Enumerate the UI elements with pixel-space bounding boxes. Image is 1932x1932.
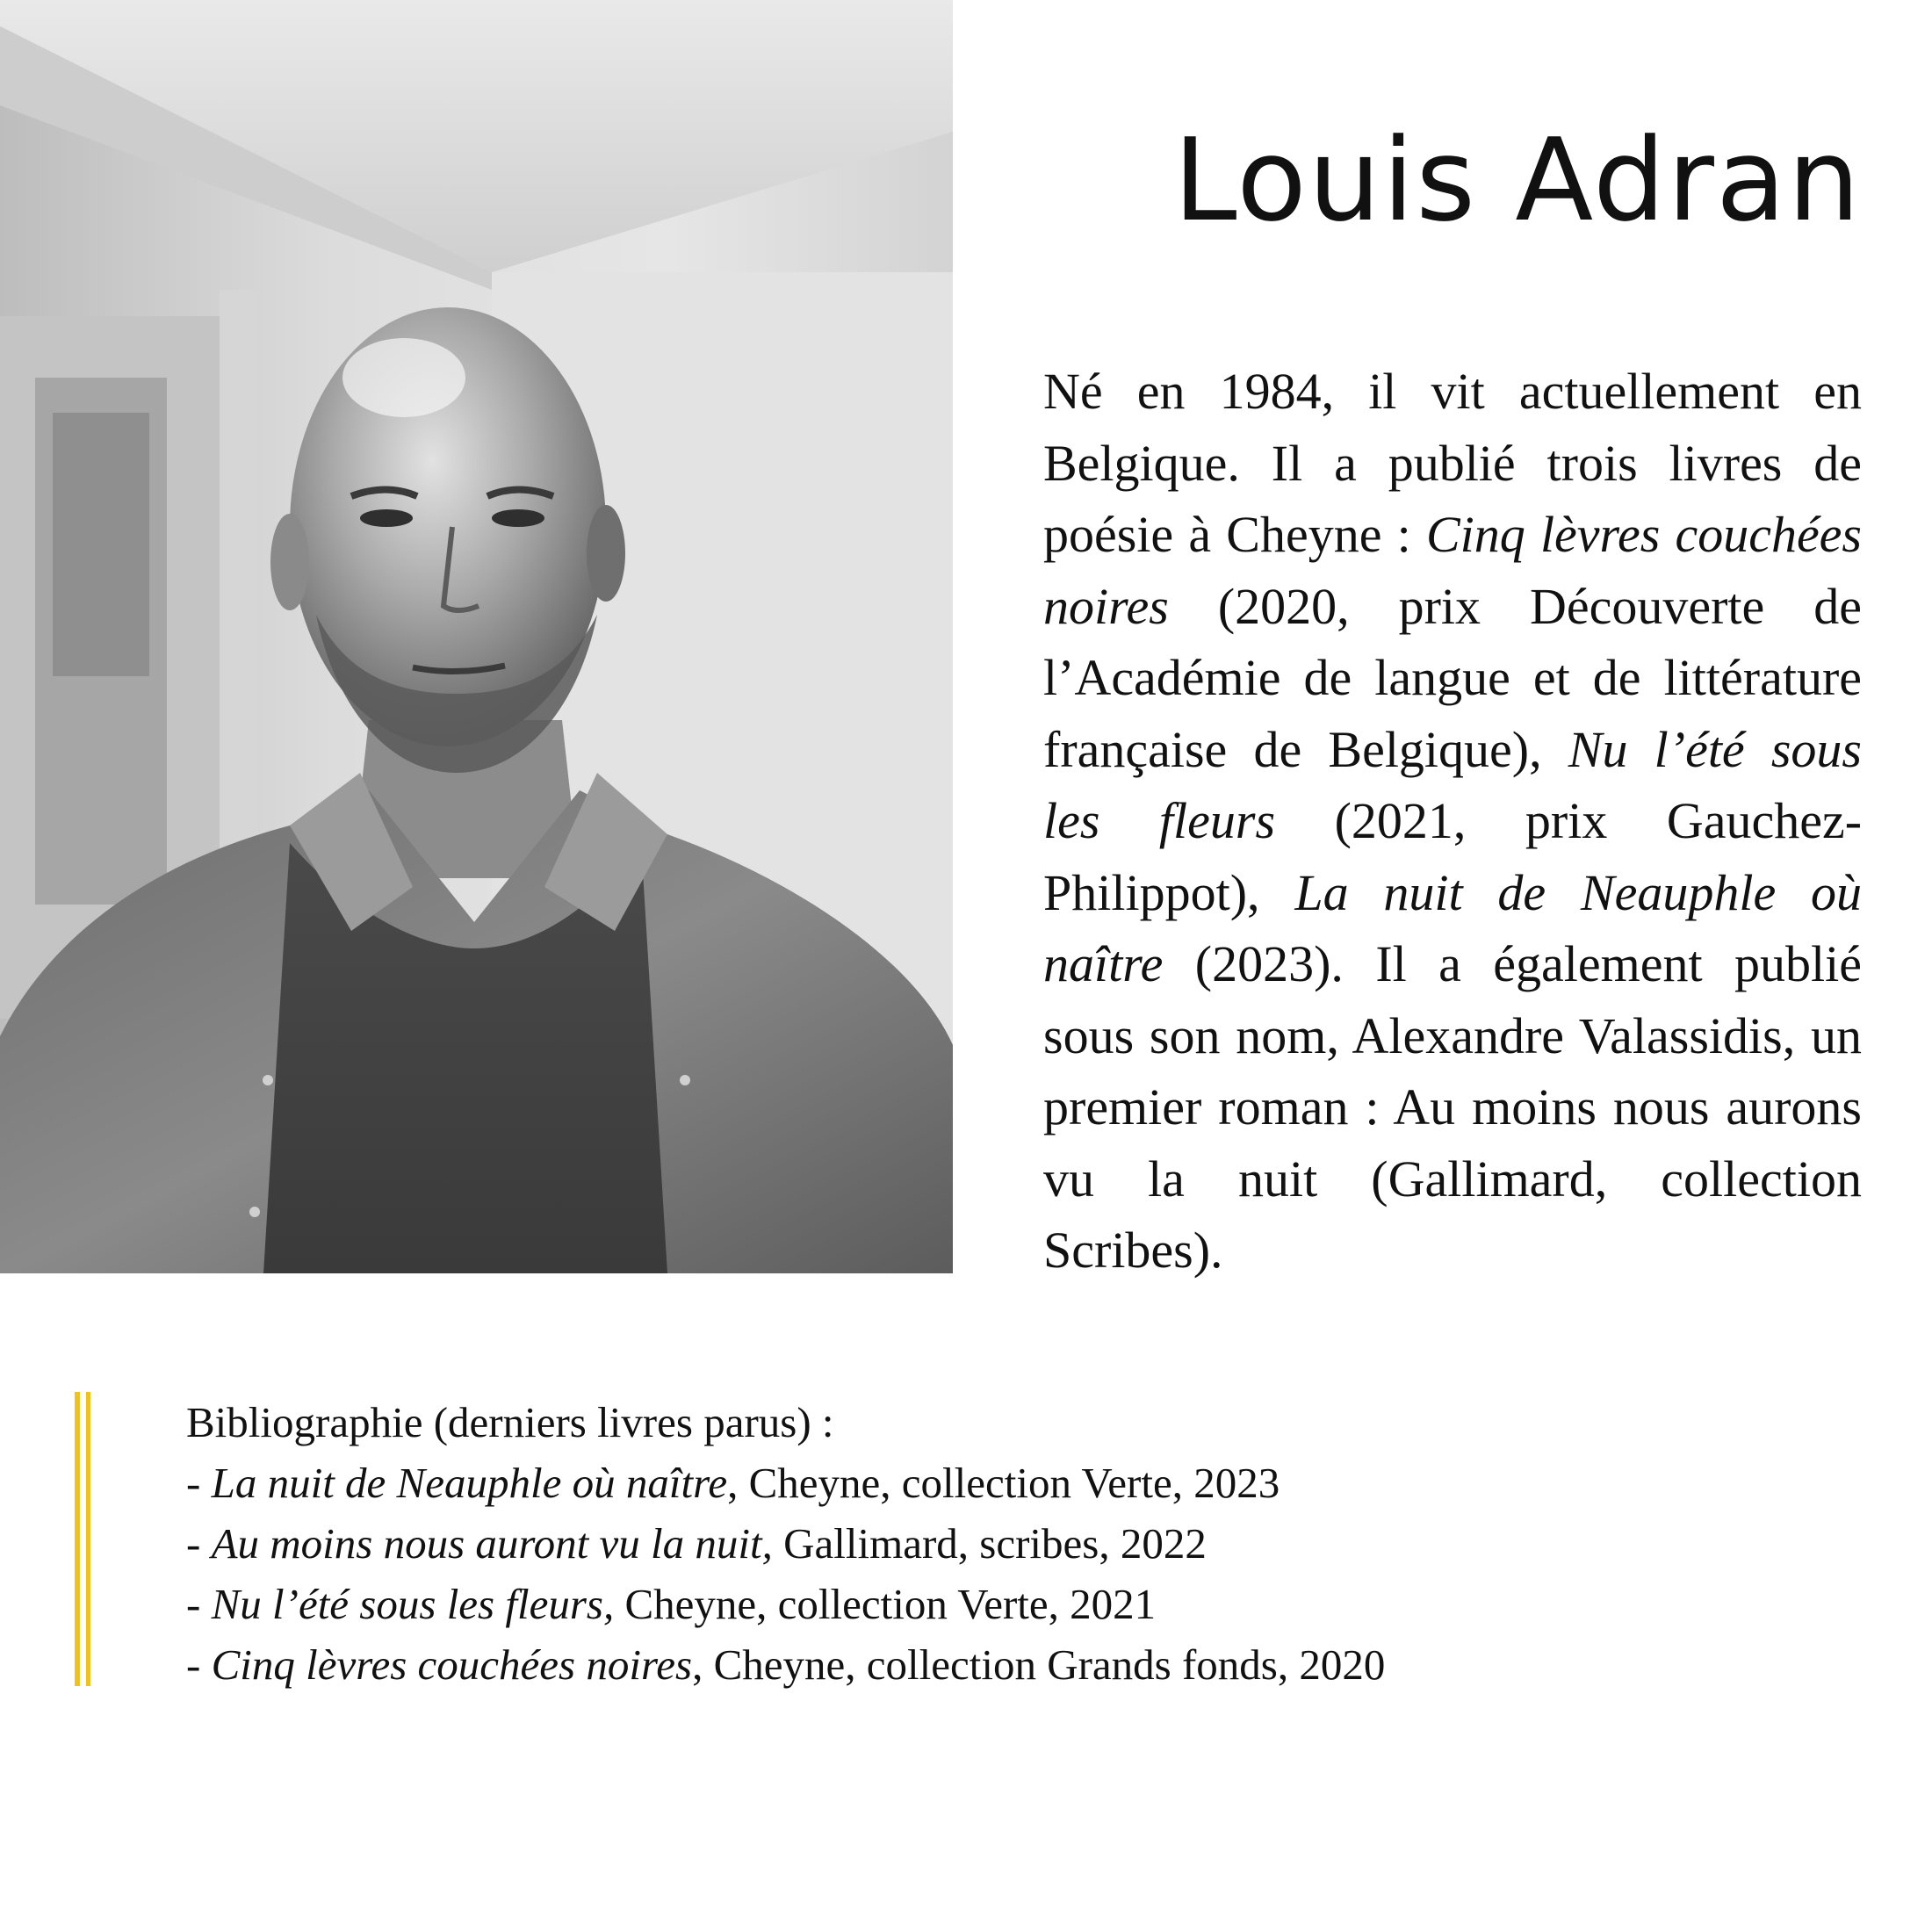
item-details: Gallimard, scribes, 2022 [772,1519,1207,1568]
item-bullet: - [186,1640,212,1689]
item-bullet: - [186,1459,212,1507]
author-biography [1043,356,1862,1287]
item-details: , Cheyne, collection Verte, 2023 [727,1459,1280,1507]
bibliography-heading: Bibliographie (derniers livres parus) : [186,1398,834,1446]
bio-text-2: (2020, prix Découverte de l’Académie de langue et de littérature française de Belgique), [1043,577,1862,778]
bibliography-item [186,1574,1767,1634]
bio-text-3: (2021, prix Gauchez-Philippot), [1043,792,1863,921]
accent-line [75,1392,80,1686]
bibliography-list [186,1392,1767,1695]
author-portrait-photo [0,0,953,1273]
bibliography-item [186,1453,1767,1513]
bibliography-item [186,1513,1767,1574]
author-name: Louis Adran [1173,113,1862,247]
bio-text-4: (2023). Il a également publié sous son nom, Alexandre Valassidis, un premier roman : Au moins nous aurons vu la nuit (Gallimard, collection Scribes). [1043,935,1862,1279]
item-bullet: - [186,1580,212,1628]
accent-line [86,1392,90,1686]
item-title: Au moins nous auront vu la nuit, [211,1519,773,1568]
bio-book-title-2: Nu l’été sous les fleurs [1043,720,1862,849]
bio-text-1: Né en 1984, il vit actuellement en Belgique. Il a publié trois livres de poésie à Cheyne : [1043,363,1862,563]
item-bullet: - [186,1519,212,1568]
item-details: , Cheyne, collection Grands fonds, 2020 [692,1640,1386,1689]
bibliography-section [75,1392,1787,1690]
item-title: Cinq lèvres couchées noires [211,1640,693,1689]
bio-book-title-1: Cinq lèvres couchées noires [1043,506,1863,635]
item-details: Cheyne, collection Verte, 2021 [614,1580,1157,1628]
item-title: Nu l’été sous les fleurs, [211,1580,615,1628]
bio-book-title-3: La nuit de Neauphle où naître [1043,863,1863,992]
item-title: La nuit de Neauphle où naître [211,1459,728,1507]
bibliography-item [186,1634,1767,1695]
portrait-image [0,0,953,1273]
bibliography-accent-bar [75,1392,92,1686]
